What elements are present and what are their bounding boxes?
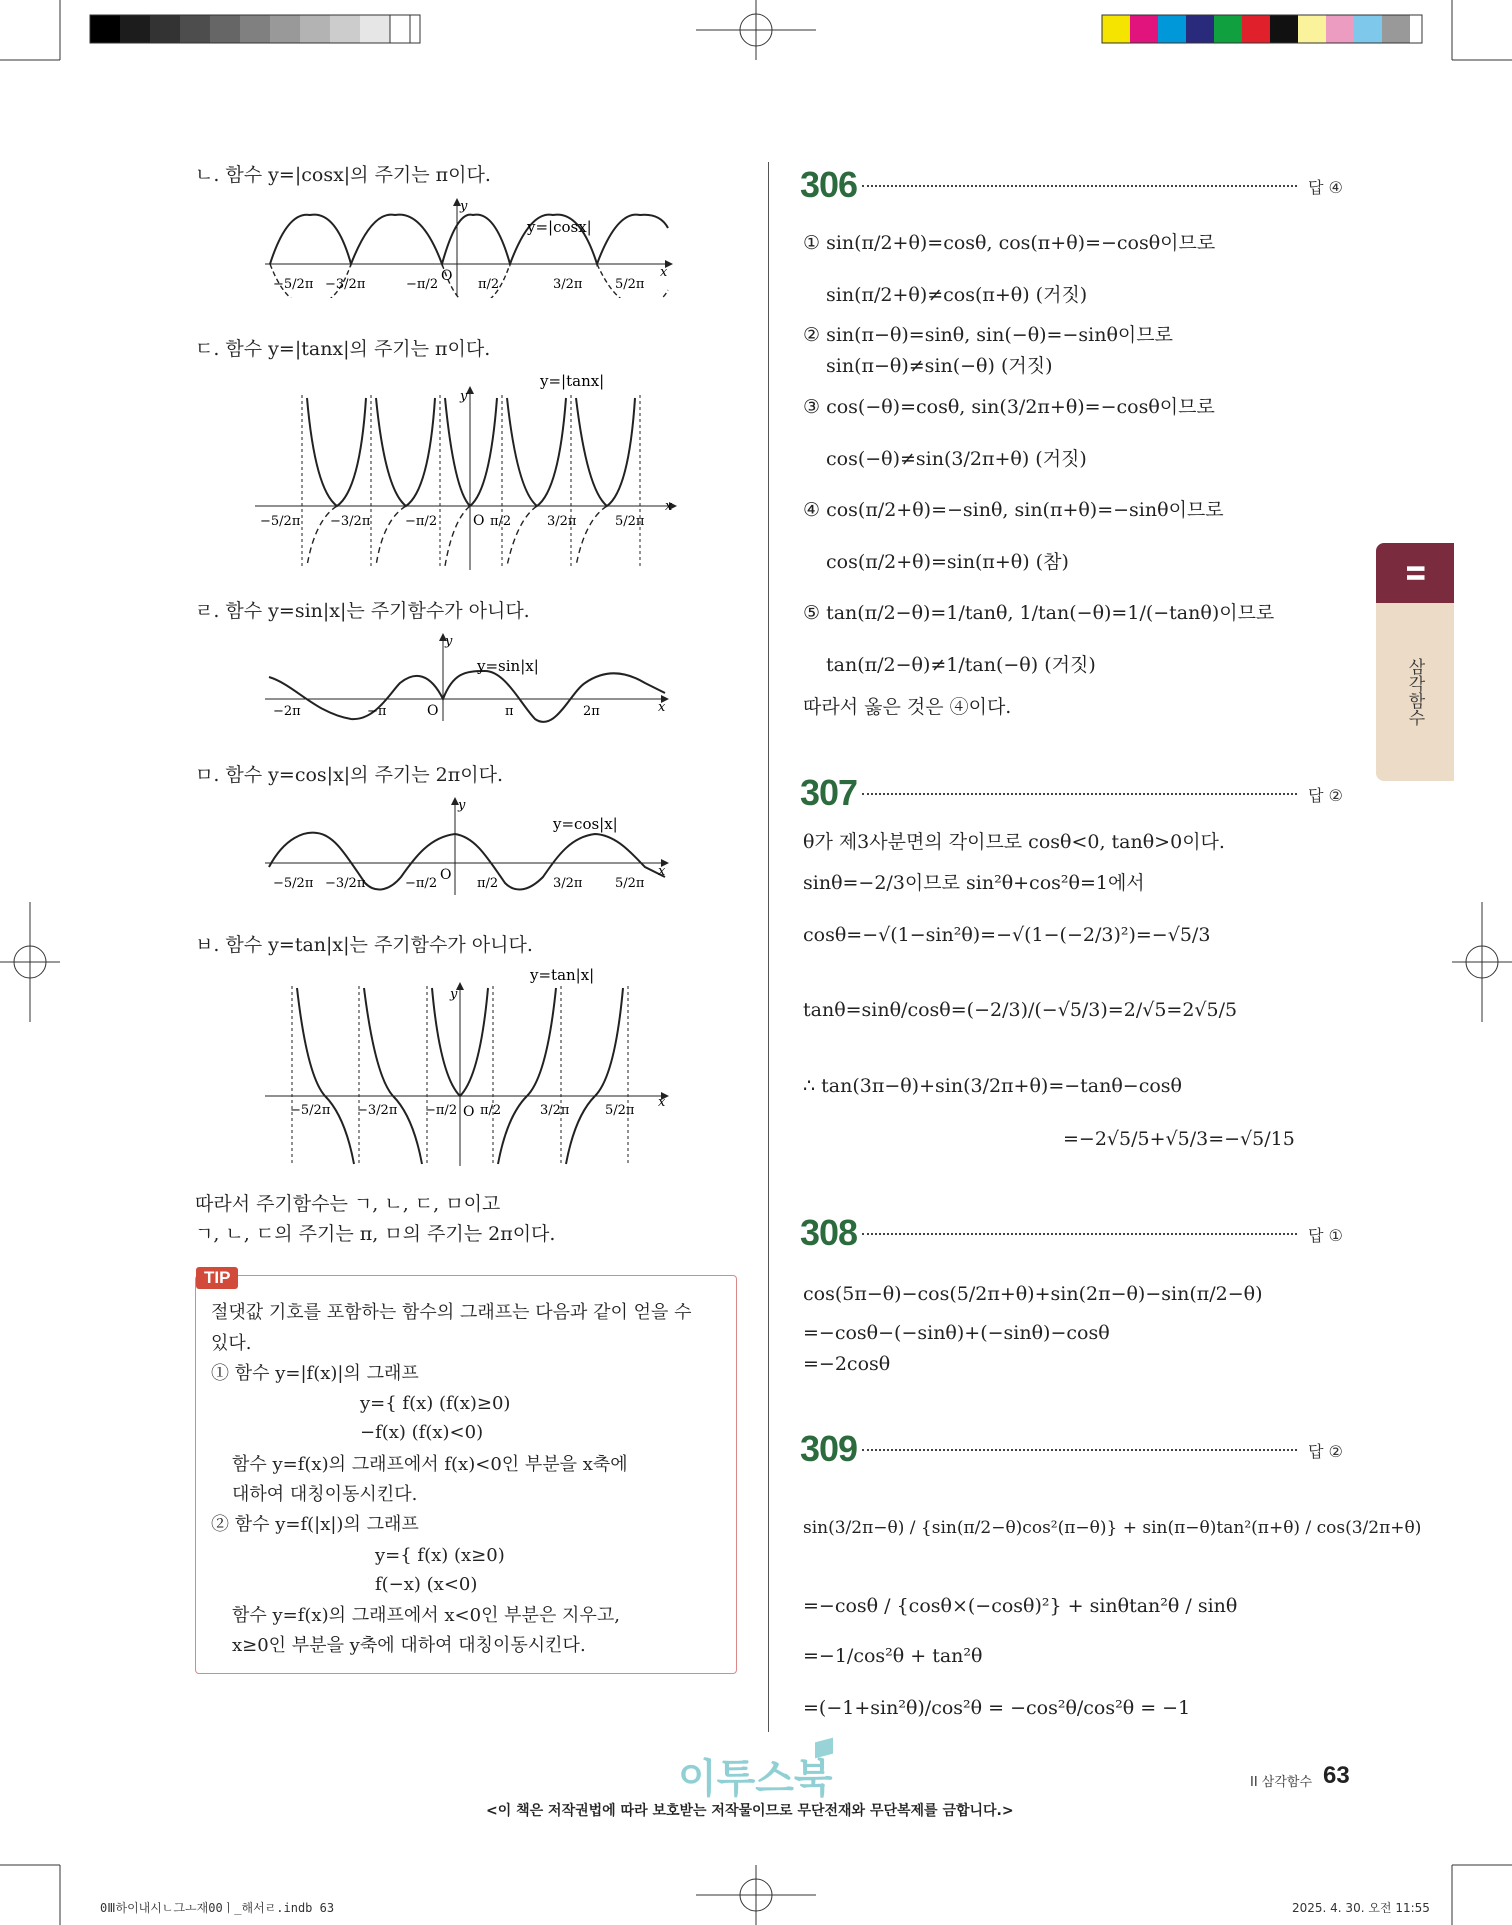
svg-text:x: x xyxy=(658,864,666,879)
copyright-notice: <이 책은 저작권법에 따라 보호받는 저작물이므로 무단전재와 무단복제를 금합니다.> xyxy=(486,1803,1014,1819)
tip-line-6: 함수 y=f(x)의 그래프에서 f(x)<0인 부분을 x축에 xyxy=(232,1454,628,1475)
tip-line-5: −f(x) (f(x)<0) xyxy=(360,1422,484,1443)
problem-308-leader xyxy=(862,1233,1297,1235)
publisher-logo: 이투스북 xyxy=(678,1756,833,1802)
problem-307-answer: 답 ② xyxy=(1308,786,1343,805)
svg-text:5/2π: 5/2π xyxy=(605,1103,635,1118)
svg-text:y: y xyxy=(460,199,468,214)
svg-text:O: O xyxy=(463,1104,475,1120)
problem-307-number: 307 xyxy=(800,772,858,813)
svg-text:y=|cosx|: y=|cosx| xyxy=(527,218,592,236)
svg-text:−π: −π xyxy=(367,704,387,719)
svg-text:2π: 2π xyxy=(583,704,600,719)
p307-line-1: θ가 제3사분면의 각이므로 cosθ<0, tanθ>0이다. xyxy=(803,831,1225,853)
p307-line-6: =−2√5/5+√5/3=−√5/15 xyxy=(1063,1128,1295,1150)
conclusion-line-1: 따라서 주기함수는 ㄱ, ㄴ, ㄷ, ㅁ이고 xyxy=(195,1193,501,1215)
problem-309-answer: 답 ② xyxy=(1308,1442,1343,1461)
p309-line-4: =(−1+sin²θ)/cos²θ = −cos²θ/cos²θ = −1 xyxy=(803,1697,1191,1719)
svg-text:−2π: −2π xyxy=(273,704,301,719)
tip-line-11: 함수 y=f(x)의 그래프에서 x<0인 부분은 지우고, xyxy=(232,1605,620,1626)
svg-text:π/2: π/2 xyxy=(477,876,499,891)
problem-307-leader xyxy=(862,793,1297,795)
svg-text:−π/2: −π/2 xyxy=(405,514,438,529)
graph-sin-abs xyxy=(265,633,675,723)
svg-text:y=tan|x|: y=tan|x| xyxy=(530,966,595,984)
svg-text:5/2π: 5/2π xyxy=(615,876,645,891)
p307-line-3: cosθ=−√(1−sin²θ)=−√(1−(−2/3)²)=−√5/3 xyxy=(803,924,1211,946)
svg-text:−5/2π: −5/2π xyxy=(273,876,314,891)
item-d: ㄹ. 함수 y=sin|x|는 주기함수가 아니다. xyxy=(195,600,530,622)
tip-line-12: x≥0인 부분을 y축에 대하여 대칭이동시킨다. xyxy=(232,1635,586,1656)
svg-text:π/2: π/2 xyxy=(478,277,500,292)
problem-306-leader xyxy=(862,185,1297,187)
svg-text:y=|tanx|: y=|tanx| xyxy=(540,372,605,390)
svg-text:−π/2: −π/2 xyxy=(406,277,439,292)
graph-abs-tan xyxy=(255,370,685,570)
tip-line-1: 절댓값 기호를 포함하는 함수의 그래프는 다음과 같이 얻을 수 xyxy=(211,1302,692,1323)
svg-text:5/2π: 5/2π xyxy=(615,277,645,292)
p309-line-3: =−1/cos²θ + tan²θ xyxy=(803,1645,983,1667)
svg-text:y: y xyxy=(445,634,453,649)
p309-line-2: =−cosθ / {cosθ×(−cosθ)²} + sinθtan²θ / sinθ xyxy=(803,1595,1238,1617)
svg-text:y: y xyxy=(460,389,468,404)
svg-text:x: x xyxy=(658,700,666,715)
item-e: ㅁ. 함수 y=cos|x|의 주기는 2π이다. xyxy=(195,764,504,786)
svg-text:y: y xyxy=(458,798,466,813)
svg-text:y: y xyxy=(450,987,458,1002)
column-divider xyxy=(768,162,769,1732)
problem-306-number: 306 xyxy=(800,164,858,205)
side-tab-label: 삼각함수 xyxy=(1404,658,1425,726)
p306-line-2: sin(π/2+θ)≠cos(π+θ) (거짓) xyxy=(826,284,1088,306)
p306-line-9: ⑤ tan(π/2−θ)=1/tanθ, 1/tan(−θ)=1/(−tanθ)이므로 xyxy=(803,602,1275,624)
item-c: ㄷ. 함수 y=|tanx|의 주기는 π이다. xyxy=(195,338,491,360)
svg-text:−3/2π: −3/2π xyxy=(330,514,371,529)
svg-text:O: O xyxy=(441,268,453,284)
p306-line-11: 따라서 옳은 것은 ④이다. xyxy=(803,696,1012,718)
svg-text:3/2π: 3/2π xyxy=(553,876,583,891)
svg-text:y=cos|x|: y=cos|x| xyxy=(553,815,618,833)
p308-line-3: =−2cosθ xyxy=(803,1353,891,1375)
svg-text:3/2π: 3/2π xyxy=(540,1103,570,1118)
problem-308-number: 308 xyxy=(800,1212,858,1253)
svg-text:−3/2π: −3/2π xyxy=(325,277,366,292)
print-date: 2025. 4. 30. 오전 11:55 xyxy=(1292,1901,1430,1915)
graph-tan-abs xyxy=(265,966,675,1171)
item-b: ㄴ. 함수 y=|cosx|의 주기는 π이다. xyxy=(195,164,491,186)
svg-text:−5/2π: −5/2π xyxy=(273,277,314,292)
problem-308-answer: 답 ① xyxy=(1308,1226,1343,1245)
svg-text:π/2: π/2 xyxy=(490,514,512,529)
side-tab-chapter xyxy=(1376,543,1454,603)
conclusion-line-2: ㄱ, ㄴ, ㄷ의 주기는 π, ㅁ의 주기는 2π이다. xyxy=(195,1223,556,1245)
tip-line-7: 대하여 대칭이동시킨다. xyxy=(232,1484,418,1505)
svg-text:−π/2: −π/2 xyxy=(405,876,438,891)
svg-text:−5/2π: −5/2π xyxy=(290,1103,331,1118)
p307-line-4: tanθ=sinθ/cosθ=(−2/3)/(−√5/3)=2/√5=2√5/5 xyxy=(803,999,1238,1021)
p306-line-4: sin(π−θ)≠sin(−θ) (거짓) xyxy=(826,355,1053,377)
svg-text:−5/2π: −5/2π xyxy=(260,514,301,529)
svg-text:x: x xyxy=(665,499,673,514)
page-number: 63 xyxy=(1323,1762,1350,1789)
tip-line-4: y={ f(x) (f(x)≥0) xyxy=(360,1393,511,1414)
svg-text:3/2π: 3/2π xyxy=(553,277,583,292)
tip-line-3: ① 함수 y=|f(x)|의 그래프 xyxy=(211,1363,419,1384)
graph-abs-cos xyxy=(265,198,675,298)
tip-line-2: 있다. xyxy=(211,1333,252,1354)
svg-text:y=sin|x|: y=sin|x| xyxy=(477,657,539,675)
p309-line-1: sin(3/2π−θ) / {sin(π/2−θ)cos²(π−θ)} + sin(π−θ)tan²(π+θ) / cos(3/2π+θ) xyxy=(803,1518,1422,1538)
side-tab-label-box xyxy=(1376,603,1454,781)
problem-309-number: 309 xyxy=(800,1428,858,1469)
p306-line-6: cos(−θ)≠sin(3/2π+θ) (거짓) xyxy=(826,448,1087,470)
svg-text:O: O xyxy=(473,513,485,529)
svg-text:−3/2π: −3/2π xyxy=(325,876,366,891)
p308-line-2: =−cosθ−(−sinθ)+(−sinθ)−cosθ xyxy=(803,1322,1110,1344)
svg-text:π/2: π/2 xyxy=(480,1103,502,1118)
tip-label: TIP xyxy=(196,1267,238,1289)
tip-line-10: f(−x) (x<0) xyxy=(375,1574,478,1595)
p306-line-8: cos(π/2+θ)=sin(π+θ) (참) xyxy=(826,551,1069,573)
svg-text:O: O xyxy=(427,703,439,719)
svg-text:−3/2π: −3/2π xyxy=(357,1103,398,1118)
problem-306-answer: 답 ④ xyxy=(1308,178,1343,197)
side-tab-roman: II xyxy=(1401,564,1429,582)
file-info: 0Ⅲ하이내시ㄴ그ㅗ재00ㅣ_해서ㄹ.indb 63 xyxy=(100,1901,335,1915)
graph-cos-abs xyxy=(265,797,675,897)
svg-text:5/2π: 5/2π xyxy=(615,514,645,529)
p306-line-5: ③ cos(−θ)=cosθ, sin(3/2π+θ)=−cosθ이므로 xyxy=(803,396,1215,418)
p308-line-1: cos(5π−θ)−cos(5/2π+θ)+sin(2π−θ)−sin(π/2−θ) xyxy=(803,1283,1263,1305)
p307-line-2: sinθ=−2/3이므로 sin²θ+cos²θ=1에서 xyxy=(803,872,1145,894)
svg-text:x: x xyxy=(660,265,668,280)
tip-line-8: ② 함수 y=f(|x|)의 그래프 xyxy=(211,1514,419,1535)
p306-line-10: tan(π/2−θ)≠1/tan(−θ) (거짓) xyxy=(826,654,1096,676)
problem-309-leader xyxy=(862,1449,1297,1451)
p306-line-3: ② sin(π−θ)=sinθ, sin(−θ)=−sinθ이므로 xyxy=(803,324,1173,346)
svg-text:π: π xyxy=(505,704,514,719)
svg-text:O: O xyxy=(440,867,452,883)
p307-line-5: ∴ tan(3π−θ)+sin(3/2π+θ)=−tanθ−cosθ xyxy=(803,1075,1182,1097)
footer-section: II 삼각함수 xyxy=(1250,1775,1313,1790)
item-f: ㅂ. 함수 y=tan|x|는 주기함수가 아니다. xyxy=(195,934,533,956)
svg-text:3/2π: 3/2π xyxy=(547,514,577,529)
svg-text:−π/2: −π/2 xyxy=(425,1103,458,1118)
p306-line-1: ① sin(π/2+θ)=cosθ, cos(π+θ)=−cosθ이므로 xyxy=(803,232,1216,254)
tip-line-9: y={ f(x) (x≥0) xyxy=(375,1545,505,1566)
svg-text:x: x xyxy=(658,1095,666,1110)
p306-line-7: ④ cos(π/2+θ)=−sinθ, sin(π+θ)=−sinθ이므로 xyxy=(803,499,1224,521)
